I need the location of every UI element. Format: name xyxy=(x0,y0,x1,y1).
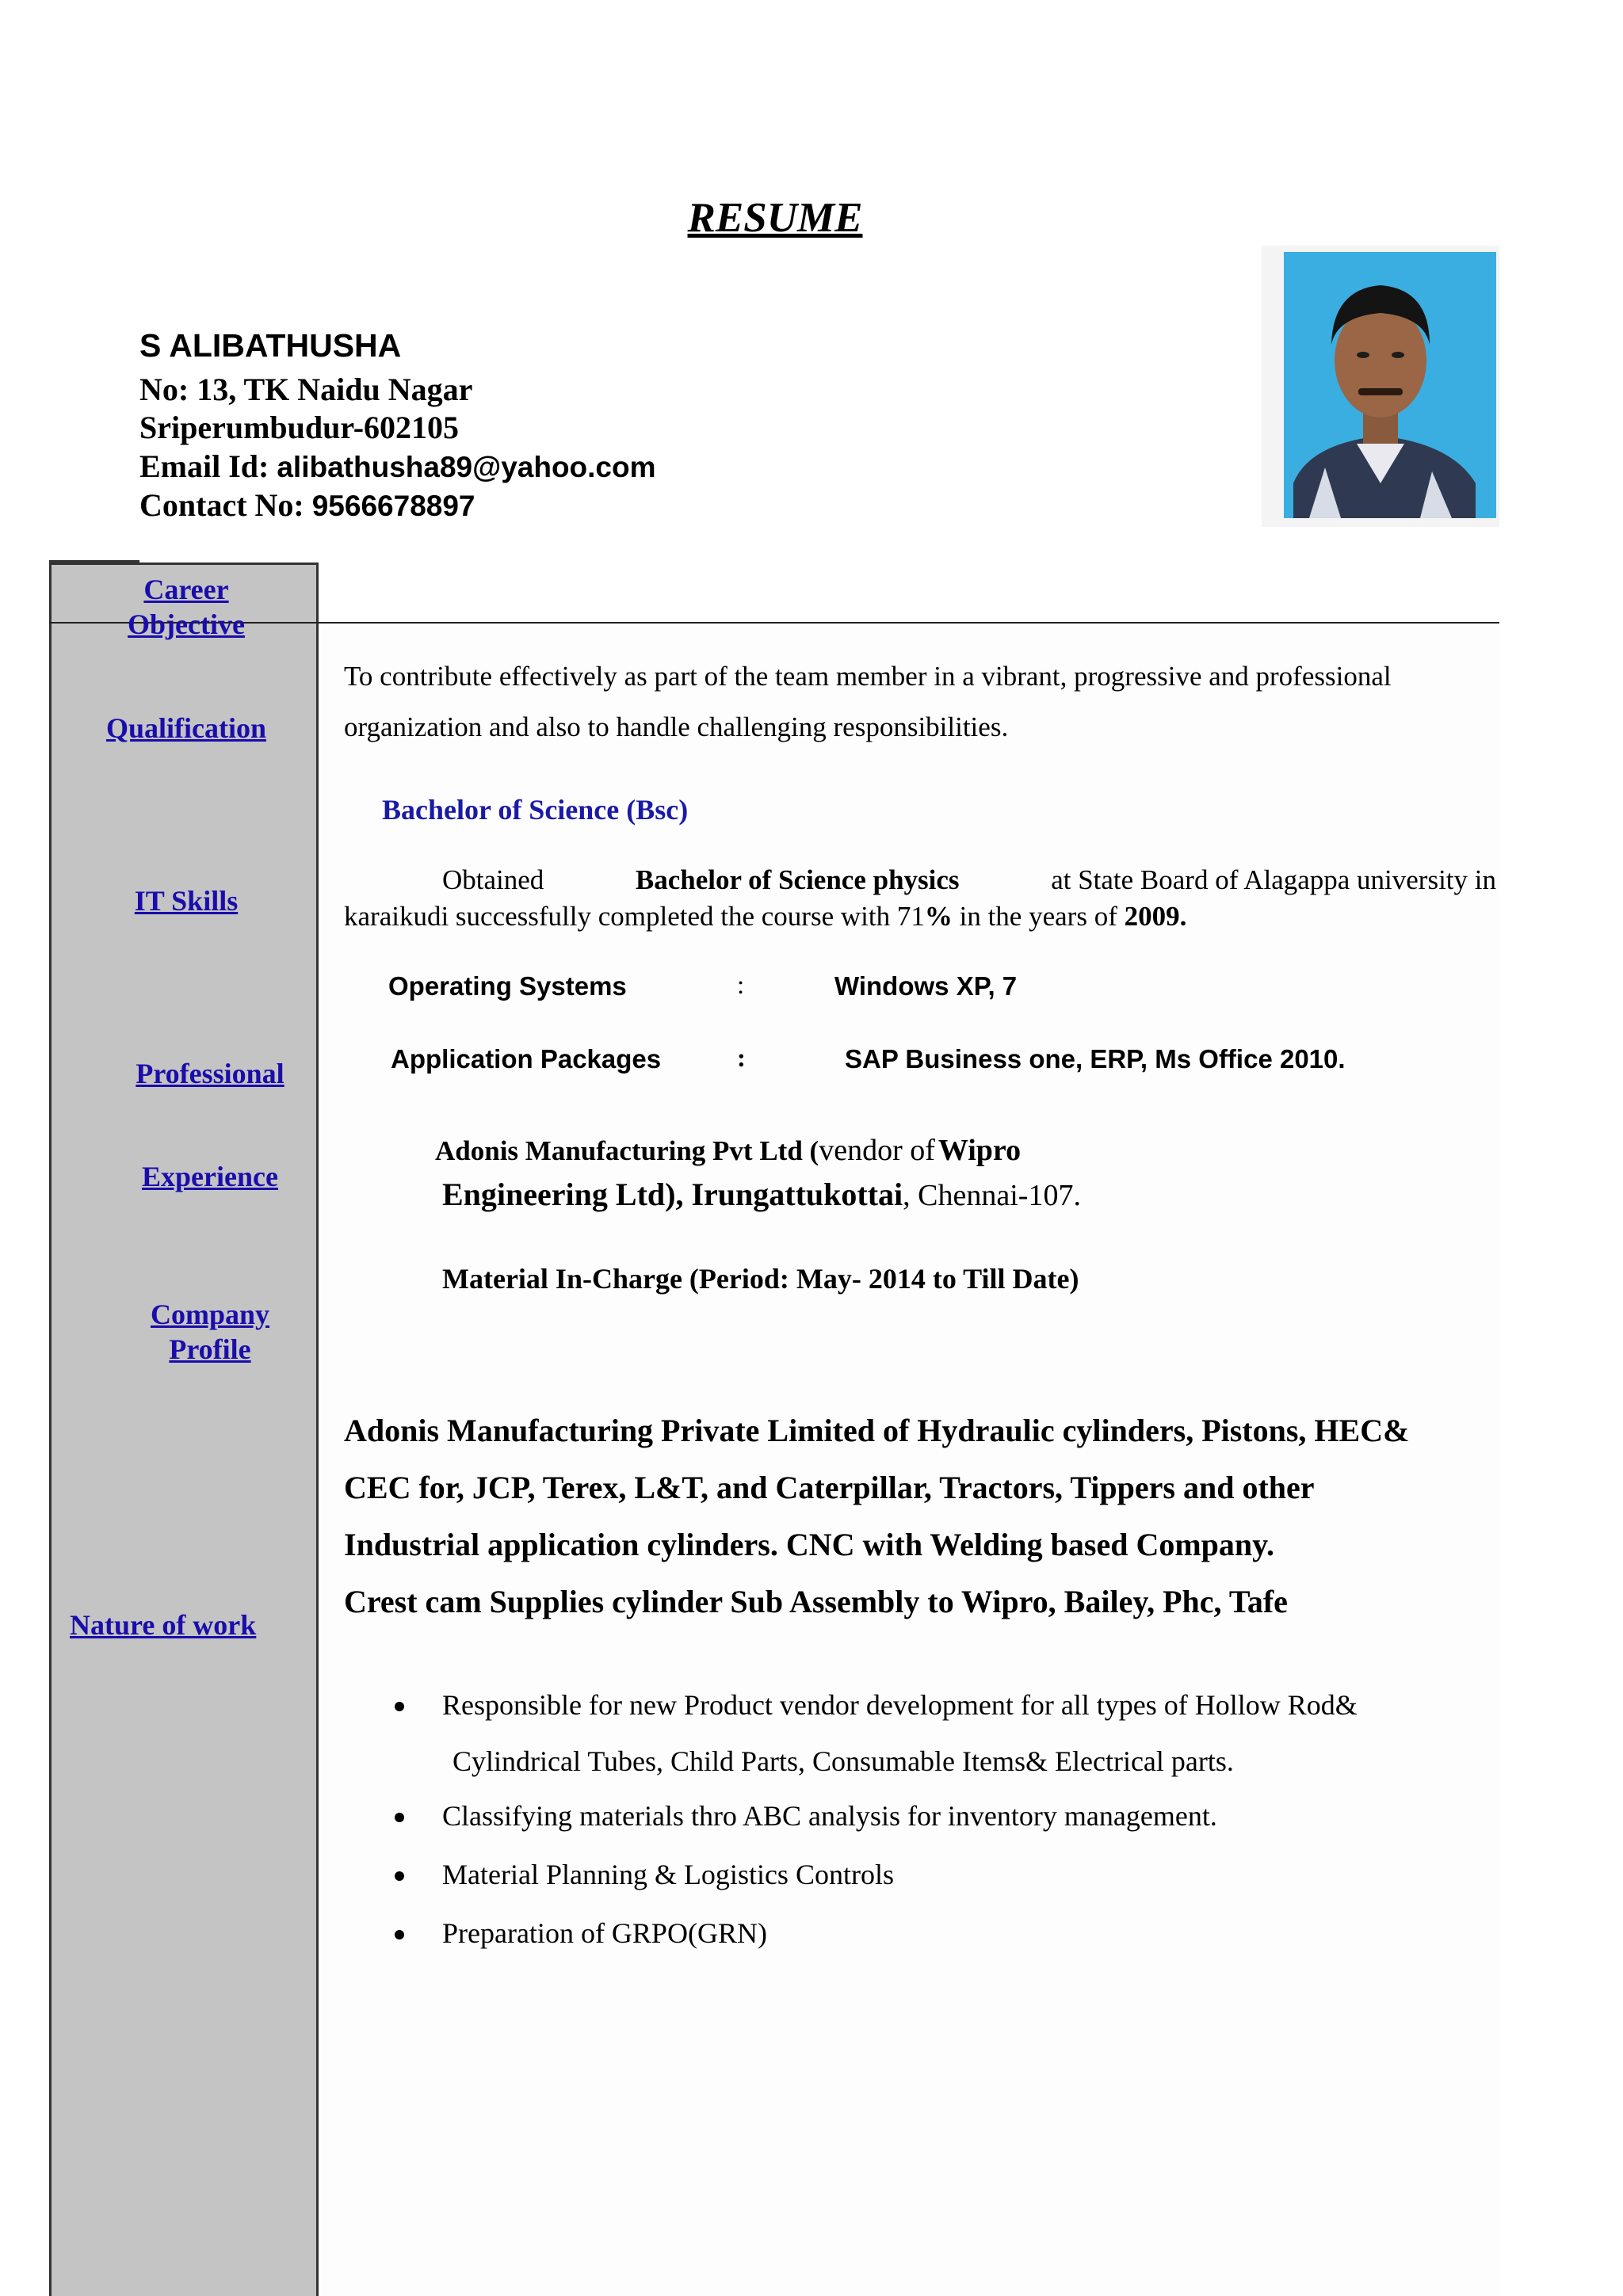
qual-years-of: in the years of xyxy=(959,901,1117,932)
bullet-2-icon xyxy=(395,1813,404,1822)
sidebar-label-career: Career xyxy=(143,574,229,605)
objective-line-2: organization and also to handle challenging responsibilities. xyxy=(344,711,1009,742)
profile-line-2: CEC for, JCP, Terex, L&T, and Caterpillar, Tractors, Tippers and other xyxy=(344,1470,1315,1505)
os-label: Operating Systems xyxy=(388,971,627,1001)
company-profile-text xyxy=(344,1402,1409,1630)
email-label: Email Id: xyxy=(139,448,269,484)
os-value: Windows XP, 7 xyxy=(834,971,1018,1001)
sidebar-item-nature-of-work[interactable]: Nature of work xyxy=(70,1609,257,1641)
degree-heading: Bachelor of Science (Bsc) xyxy=(382,794,689,826)
profile-line-3: Industrial application cylinders. CNC with Welding based Company. xyxy=(344,1527,1274,1562)
qual-location: karaikudi successfully completed the course with 71 xyxy=(344,901,925,932)
sidebar-item-company-profile[interactable] xyxy=(103,1297,317,1367)
page-title: RESUME xyxy=(687,195,863,241)
exp-client: Wipro xyxy=(938,1134,1022,1167)
qual-degree-name: Bachelor of Science physics xyxy=(635,864,960,895)
profile-line-4: Crest cam Supplies cylinder Sub Assembly to Wipro, Bailey, Phc, Tafe xyxy=(344,1584,1288,1619)
qual-university: at State Board of Alagappa university in xyxy=(1051,864,1496,895)
sidebar-label-company: Company xyxy=(150,1299,270,1330)
experience-company-line-2 xyxy=(435,1176,1081,1221)
sidebar-item-qualification[interactable]: Qualification xyxy=(105,712,266,744)
exp-client-location: Engineering Ltd), Irungattukottai xyxy=(442,1177,903,1212)
exp-company-name: Adonis Manufacturing Pvt Ltd ( xyxy=(435,1135,819,1166)
qualification-text xyxy=(344,862,1496,935)
list-item: Classifying materials thro ABC analysis for inventory management. xyxy=(442,1800,1217,1832)
bullet-4-icon xyxy=(395,1930,404,1939)
sidebar-item-professional[interactable]: Professional xyxy=(136,1058,285,1089)
qual-percent-sign: % xyxy=(924,901,953,932)
address-line-1: No: 13, TK Naidu Nagar xyxy=(139,372,473,407)
contact-label: Contact No: xyxy=(139,487,304,523)
app-label: Application Packages xyxy=(391,1044,662,1074)
qual-obtained: Obtained xyxy=(442,864,544,895)
sidebar-label-objective: Objective xyxy=(128,608,245,640)
address-line-2: Sriperumbudur-602105 xyxy=(139,410,460,445)
experience-role: Material In-Charge (Period: May- 2014 to Till Date) xyxy=(442,1263,1079,1295)
os-colon: : xyxy=(737,971,745,1000)
candidate-name: S ALIBATHUSHA xyxy=(139,327,402,364)
app-colon: : xyxy=(737,1044,746,1073)
experience-company xyxy=(435,1131,1081,1221)
app-value: SAP Business one, ERP, Ms Office 2010. xyxy=(845,1044,1346,1074)
qual-year: 2009. xyxy=(1124,901,1187,932)
qualification-line-2 xyxy=(344,898,1496,935)
objective-line-1: To contribute effectively as part of the team member in a vibrant, progressive and professional xyxy=(344,661,1392,692)
bullet-1-icon xyxy=(395,1702,404,1711)
bullet-3-icon xyxy=(395,1871,404,1881)
exp-city: , Chennai-107. xyxy=(903,1179,1081,1212)
contact-value: 9566678897 xyxy=(311,490,475,522)
contact-line xyxy=(139,486,475,524)
list-item: Responsible for new Product vendor development for all types of Hollow Rod& xyxy=(442,1689,1358,1721)
sidebar-label-profile: Profile xyxy=(169,1333,251,1365)
list-item: Preparation of GRPO(GRN) xyxy=(442,1917,767,1949)
email-line xyxy=(139,448,656,485)
profile-photo xyxy=(1262,246,1499,527)
objective-text xyxy=(344,651,1392,753)
qualification-line-1 xyxy=(344,862,1496,898)
list-item: Material Planning & Logistics Controls xyxy=(442,1859,894,1890)
list-item-continued: Cylindrical Tubes, Child Parts, Consumable Items& Electrical parts. xyxy=(453,1745,1234,1777)
section-sidebar xyxy=(49,563,319,2296)
email-value[interactable]: alibathusha89@yahoo.com xyxy=(277,451,656,483)
sidebar-item-it-skills[interactable]: IT Skills xyxy=(134,885,239,917)
profile-line-1: Adonis Manufacturing Private Limited of Hydraulic cylinders, Pistons, HEC& xyxy=(344,1413,1410,1448)
exp-vendor-of: vendor of xyxy=(819,1134,935,1167)
sidebar-item-experience[interactable]: Experience xyxy=(142,1161,278,1192)
sidebar-item-career-objective[interactable] xyxy=(79,572,293,642)
experience-company-line-1 xyxy=(435,1131,1081,1176)
